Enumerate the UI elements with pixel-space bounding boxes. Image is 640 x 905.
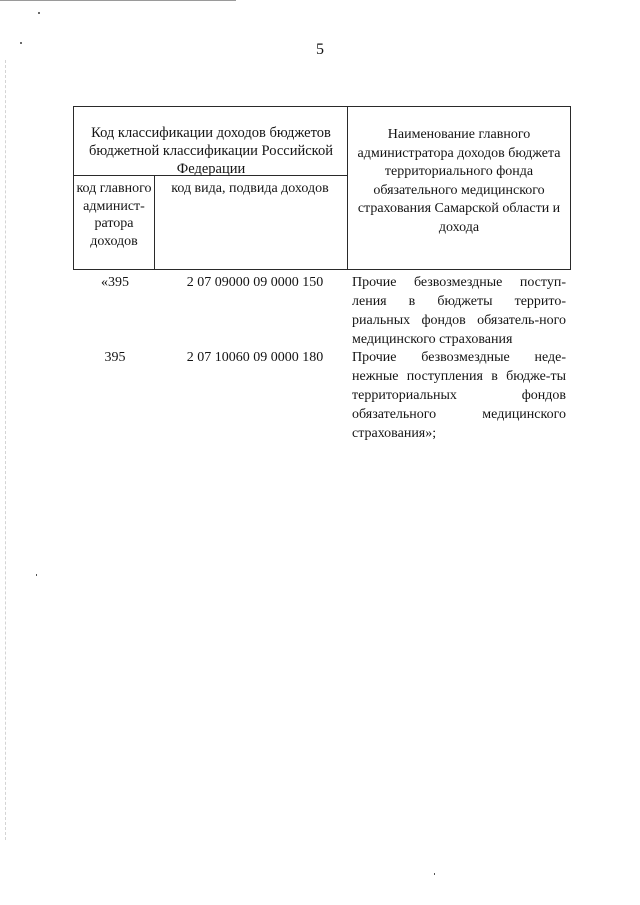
header-classification-group: Код классификации доходов бюджетов бюджетной классификации Российской Федерации bbox=[89, 125, 333, 177]
scan-speck bbox=[36, 574, 37, 576]
scan-speck bbox=[434, 873, 435, 875]
table-border-right bbox=[570, 106, 571, 270]
header-admin-code: код главного админист-ратора доходов bbox=[76, 181, 152, 249]
scan-border-top bbox=[0, 0, 236, 1]
scan-speck bbox=[38, 12, 40, 14]
header-revenue-code: код вида, подвида доходов bbox=[171, 181, 329, 196]
table-border-bottom bbox=[73, 269, 571, 270]
table-divider-name-column bbox=[347, 106, 348, 270]
page-number: 5 bbox=[316, 41, 324, 58]
table-border-top bbox=[73, 106, 571, 107]
row-2-revenue-name: Прочие безвозмездные неде-нежные поступления в бюдже-ты территориальных фондов обязательного медицинского страхования»; bbox=[352, 350, 566, 441]
row-2-revenue-code: 2 07 10060 09 0000 180 bbox=[186, 350, 324, 365]
row-1-revenue-name: Прочие безвозмездные поступ-ления в бюджеты террито-риальных фондов обязатель-ного медицинского страхования bbox=[352, 275, 566, 347]
table-border-left bbox=[73, 106, 74, 270]
scan-border-left bbox=[5, 60, 6, 840]
row-1-revenue-code: 2 07 09000 09 0000 150 bbox=[186, 275, 324, 290]
row-1-admin-code: «395 bbox=[101, 275, 129, 290]
header-administrator-name: Наименование главного администратора доходов бюджета территориального фонда обязательного медицинского страхования Самарской области и дохода bbox=[357, 127, 561, 235]
row-2-admin-code: 395 bbox=[104, 350, 126, 365]
